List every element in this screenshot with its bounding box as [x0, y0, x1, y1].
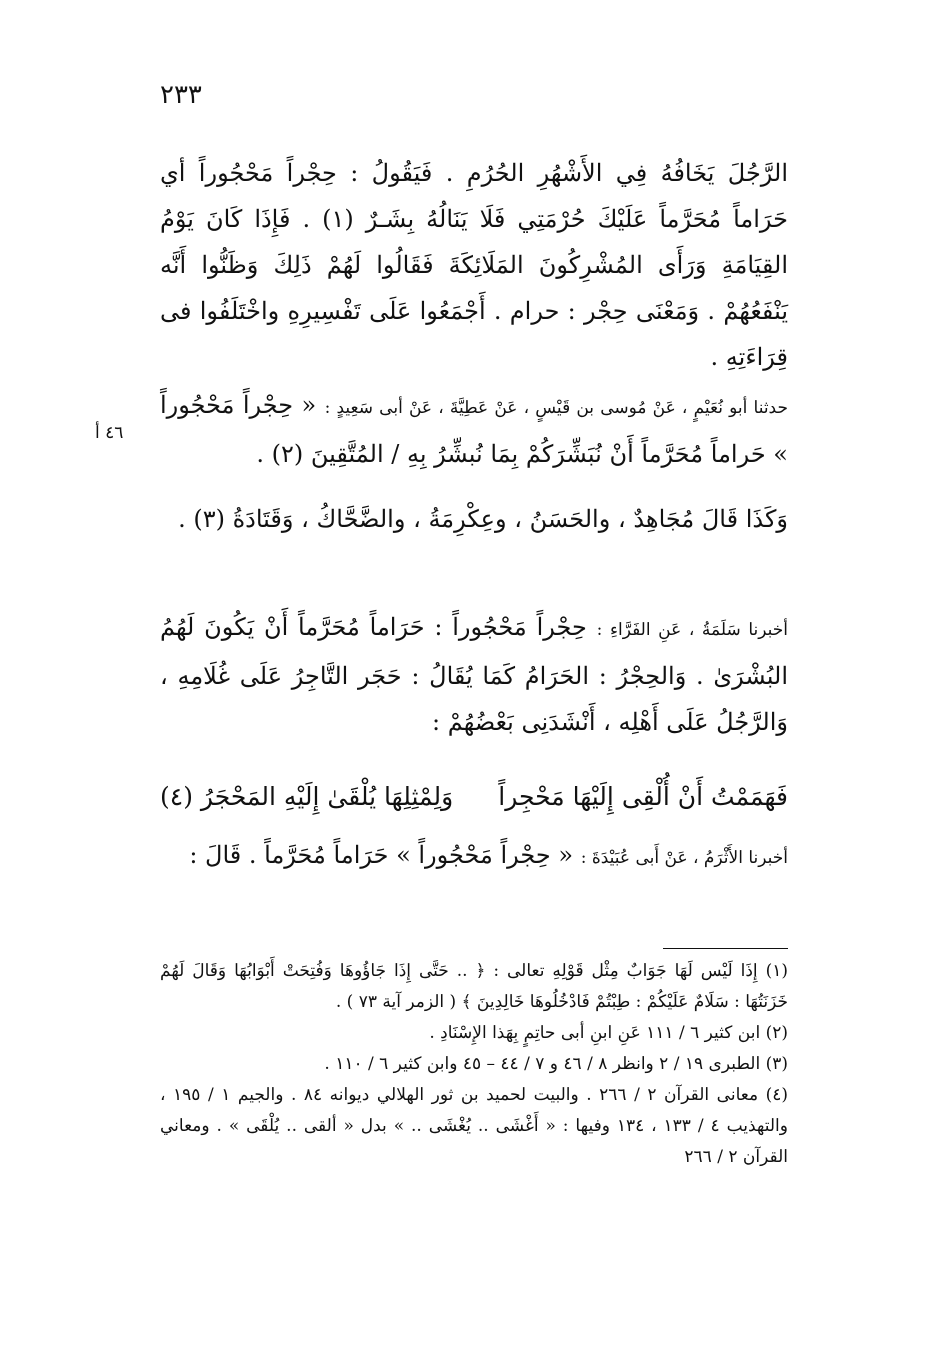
paragraph-1: الرَّجُلَ يَخَافُهُ فِي الأَشْهُرِ الحُرُمِ . فَيَقُولُ : حِجْراً مَحْجُوراً أي حَرَاماً مُحَرَّماً عَلَيْكَ حُرْمَتِي فَلَا يَنَالُهُ بِشَـرٌ (١) . فَإِذَا كَانَ يَوْمُ القِيَامَةِ وَرَأَى المُشْرِكُونَ المَلَائِكَةَ فَقَالُوا لَهُمْ ذَلِكَ وَظَنُّوا أَنَّه يَنْفَعُهُمْ . وَمَعْنَى حِجْر : حرام . أَجْمَعُوا عَلَى تَفْسِيرِهِ واخْتَلَفُوا فى قِرَاءَتِهِ . — [160, 159, 789, 371]
paragraph-5 — [160, 832, 788, 881]
page-number: ٢٣٣ — [160, 80, 202, 110]
isnad-chain: أخبرنا سَلَمَةُ ، عَنِ الفَرَّاءِ : — [596, 620, 788, 640]
footnote-1: (١) إِذَا لَيْس لَهَا جَوَابٌ مِثْل قَوْلِهِ تعالى : ﴿ .. حَتَّى إِذَا جَاؤُوهَا وَفُتِحَتْ أَبْوَابُهَا وَقَالَ لَهُمْ خَزَنَتُهَا : سَلَامٌ عَلَيْكُمْ : طِبْتُمْ فَادْخُلُوهَا خَالِدِينَ ﴾ ( الزمر آية ٧٣ ) . — [160, 961, 788, 1012]
paragraph-2-text: « حِجْراً مَحْجُوراً » حَراماً مُحَرَّماً أَنْ نُبَشِّرَكُمْ بِمَا نُبشِّرُ بِهِ / المُتَّقِينَ (٢) . — [160, 391, 788, 468]
footnote-4: (٤) معانى القرآن ٢ / ٢٦٦ . والبيت لحميد بن ثور الهلالي ديوانه ٨٤ . والجيم ١ / ١٩٥ ، والتهذيب ٤ / ١٣٣ ، ١٣٤ وفيها : « أَغْشَى .. يُغْشَى .. » بدل « ألقى .. يُلْقَى » . ومعاني القرآن ٢ / ٢٦٦ — [160, 1085, 788, 1167]
footnotes — [160, 956, 788, 1173]
verse-second-hemistich: وَلِمْثِلِهَا يُلْقَىٰ إِلَيْهِ المَحْجَرُ (٤) — [160, 782, 454, 811]
footnote-2: (٢) ابن كثير ٦ / ١١١ عَنِ ابنِ أبى حاتِمٍ بِهَذا الإِسْنَادِ . — [429, 1023, 788, 1043]
footnote-3: (٣) الطبرى ١٩ / ٢ وانظر ٨ / ٤٦ و ٧ / ٤٤ – ٤٥ وابن كثير ٦ / ١١٠ . — [324, 1054, 788, 1074]
isnad-chain: أخبرنا الأَثْرَمُ ، عَنْ أَبى عُبَيْدَةَ : — [580, 848, 788, 868]
paragraph-3: وَكَذَا قَالَ مُجَاهِدٌ ، والحَسَنُ ، وعِكْرِمَةُ ، والضَّحَّاكُ ، وَقَتَادَةُ (٣) . — [178, 505, 788, 533]
isnad-chain: حدثنا أبو نُعَيْمٍ ، عَنْ مُوسى بن قَيْسٍ ، عَنْ عَطِيَّةَ ، عَنْ أبى سَعِيدٍ : — [324, 398, 788, 418]
poetry-verse — [160, 775, 788, 819]
paragraph-5-text: « حِجْراً مَحْجُوراً » حَرَاماً مُحَرَّماً . قَالَ : — [189, 841, 574, 869]
verse-first-hemistich: فَهَمَمْتُ أَنْ أُلْقِى إِلَيْهَا مَحْجِراً — [498, 782, 788, 811]
footnote-divider — [663, 948, 788, 949]
paragraph-4-text: حِجْراً مَحْجُوراً : حَرَاماً مُحَرَّماً أَنْ يَكُونَ لَهُمُ البُشْرَىٰ . وَالحِجْرُ : الحَرَامُ كَمَا يُقَالُ : حَجَر التَّاجِرُ عَلَى غُلَامِهِ ، وَالرَّجُلُ عَلَى أَهْلِه ، أَنْشَدَنِى بَعْضُهُمْ : — [160, 613, 788, 736]
paragraph-2 — [160, 382, 788, 477]
paragraph-4 — [160, 604, 788, 745]
margin-folio-note: ٤٦ أ — [95, 423, 124, 443]
